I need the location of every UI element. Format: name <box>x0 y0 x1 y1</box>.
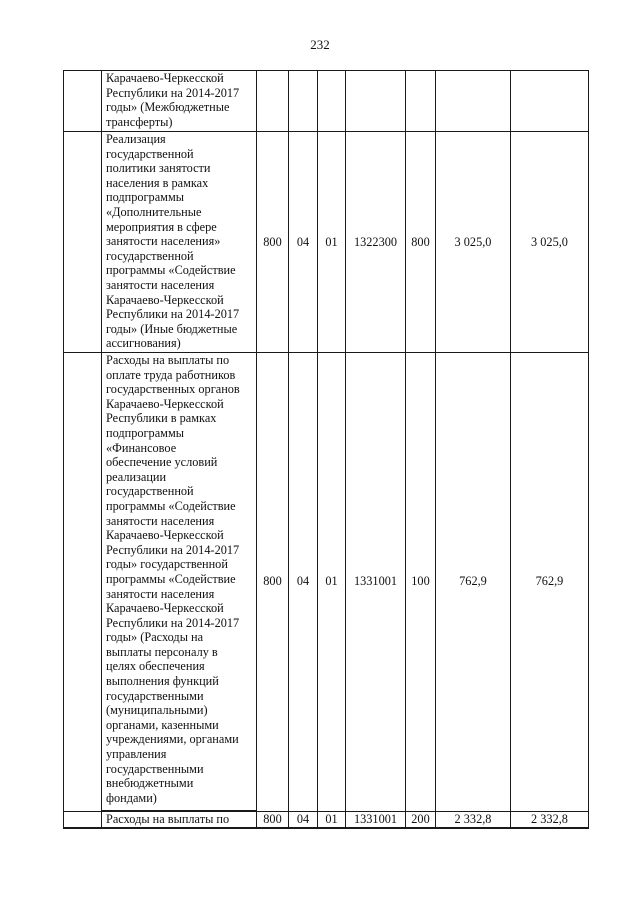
expense-type-cell <box>406 71 436 132</box>
table-row <box>64 353 589 812</box>
index-cell <box>64 71 102 132</box>
amount-cell: 2 332,8 <box>436 811 511 828</box>
amount-cell: 762,9 <box>436 353 511 812</box>
budget-table <box>63 70 589 829</box>
table-row <box>64 71 589 132</box>
table-row <box>64 811 589 828</box>
target-article-cell: 1331001 <box>346 811 406 828</box>
expense-type-cell: 100 <box>406 353 436 812</box>
amount-total-cell: 2 332,8 <box>511 811 589 828</box>
subsection-code-cell: 01 <box>318 132 346 353</box>
expense-type-cell: 200 <box>406 811 436 828</box>
description-cell: Расходы на выплаты по <box>102 811 257 828</box>
ministry-code-cell <box>257 71 289 132</box>
ministry-code-cell: 800 <box>257 132 289 353</box>
section-code-cell: 04 <box>289 353 318 812</box>
subsection-code-cell: 01 <box>318 811 346 828</box>
index-cell <box>64 353 102 812</box>
page-number: 232 <box>310 37 330 52</box>
section-code-cell: 04 <box>289 811 318 828</box>
target-article-cell: 1331001 <box>346 353 406 812</box>
amount-total-cell: 762,9 <box>511 353 589 812</box>
amount-cell: 3 025,0 <box>436 132 511 353</box>
ministry-code-cell: 800 <box>257 353 289 812</box>
section-code-cell: 04 <box>289 132 318 353</box>
description-cell: Карачаево-Черкесской Республики на 2014-2017 годы» (Межбюджетные трансферты) <box>102 71 257 132</box>
section-code-cell <box>289 71 318 132</box>
expense-type-cell: 800 <box>406 132 436 353</box>
target-article-cell <box>346 71 406 132</box>
amount-total-cell <box>511 71 589 132</box>
index-cell <box>64 132 102 353</box>
ministry-code-cell: 800 <box>257 811 289 828</box>
subsection-code-cell <box>318 71 346 132</box>
amount-cell <box>436 71 511 132</box>
description-cell: Реализация государственной политики занятости населения в рамках подпрограммы «Дополнительные мероприятия в сфере занятости населения» государственной программы «Содействие занятости населения Карачаево-Черкесской Республики на 2014-2017 годы» (Иные бюджетные ассигнования) <box>102 132 257 353</box>
amount-total-cell: 3 025,0 <box>511 132 589 353</box>
target-article-cell: 1322300 <box>346 132 406 353</box>
table-row <box>64 132 589 353</box>
description-cell: Расходы на выплаты по оплате труда работников государственных органов Карачаево-Черкесской Республики в рамках подпрограммы «Финансовое обеспечение условий реализации государственной программы «Содействие занятости населения Карачаево-Черкесской Республики на 2014-2017 годы» государственной программы «Содействие занятости населения Карачаево-Черкесской Республики на 2014-2017 годы» (Расходы на выплаты персоналу в целях обеспечения выполнения функций государственными (муниципальными) органами, казенными учреждениями, органами управления государственными внебюджетными фондами) <box>102 353 257 812</box>
index-cell <box>64 811 102 828</box>
subsection-code-cell: 01 <box>318 353 346 812</box>
